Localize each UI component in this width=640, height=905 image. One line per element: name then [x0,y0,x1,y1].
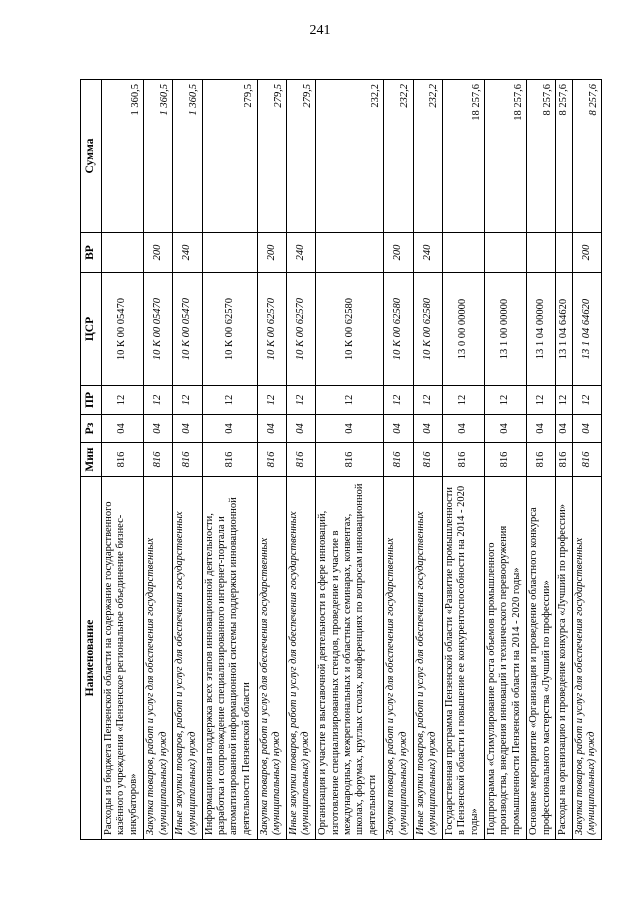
row-csr: 13 1 04 64620 [572,273,601,386]
row-vr: 200 [144,233,173,273]
row-csr: 10 К 00 62570 [202,273,257,386]
row-min: 816 [173,443,202,477]
row-name: Информационная поддержка всех этапов инновационной деятельности, разработка и сопровождение специализированного интернет-портала и автоматизированной информационной системы поддержки инновационной деятельности Пензенской области [202,477,257,840]
row-csr: 13 0 00 00000 [442,273,484,386]
row-min: 816 [572,443,601,477]
row-rz: 04 [572,415,601,443]
row-rz: 04 [485,415,527,443]
row-sum: 232,2 [316,80,384,233]
row-csr: 10 К 00 62570 [287,273,316,386]
row-pr: 12 [384,386,413,415]
row-sum: 279,5 [287,80,316,233]
table-row [287,80,316,840]
row-pr: 12 [144,386,173,415]
row-sum: 8 257,6 [556,80,572,233]
row-name: Расходы на организацию и проведение конкурса «Лучший по профессии» [556,477,572,840]
row-vr: 240 [413,233,442,273]
header-sum: Сумма [81,80,102,233]
row-name: Основное мероприятие «Организация и проведение областного конкурса профессионального мастерства «Лучший по профессии» [527,477,556,840]
row-sum: 1 360,5 [102,80,144,233]
row-vr [527,233,556,273]
row-pr: 12 [413,386,442,415]
row-min: 816 [287,443,316,477]
row-vr: 240 [287,233,316,273]
header-min: Мин [81,443,102,477]
row-csr: 10 К 00 62580 [413,273,442,386]
row-name: Расходы из бюджета Пензенской области на содержание государственного казённого учреждения «Пензенское региональное объединение бизнес-инкубаторов» [102,477,144,840]
row-min: 816 [102,443,144,477]
row-rz: 04 [527,415,556,443]
row-sum: 279,5 [257,80,286,233]
row-pr: 12 [572,386,601,415]
row-rz: 04 [413,415,442,443]
row-vr: 200 [257,233,286,273]
table-row [442,80,484,840]
row-min: 816 [202,443,257,477]
row-rz: 04 [556,415,572,443]
table-row [485,80,527,840]
row-pr: 12 [556,386,572,415]
header-pr: ПР [81,386,102,415]
row-min: 816 [556,443,572,477]
row-rz: 04 [202,415,257,443]
row-sum: 1 360,5 [144,80,173,233]
row-rz: 04 [257,415,286,443]
header-vr: ВР [81,233,102,273]
row-vr: 200 [572,233,601,273]
table-row [556,80,572,840]
row-vr: 200 [384,233,413,273]
row-name: Организация и участие в выставочной деятельности в сфере инноваций, изготовление специализированных стендов, проведение и участие в международных, межрегиональных и областных семинарах, конвентах, школах, форумах, круглых столах, конференциях по вопросам инновационной деятельности [316,477,384,840]
row-csr: 10 К 00 62580 [384,273,413,386]
row-vr [485,233,527,273]
table-row [413,80,442,840]
table-row [572,80,601,840]
row-csr: 10 К 00 62580 [316,273,384,386]
row-min: 816 [144,443,173,477]
row-pr: 12 [287,386,316,415]
header-rz: Рз [81,415,102,443]
row-min: 816 [384,443,413,477]
row-vr: 240 [173,233,202,273]
row-sum: 8 257,6 [572,80,601,233]
row-sum: 232,2 [384,80,413,233]
row-csr: 10 К 00 62570 [257,273,286,386]
row-min: 816 [257,443,286,477]
row-min: 816 [413,443,442,477]
row-csr: 13 1 04 00000 [527,273,556,386]
row-min: 816 [527,443,556,477]
row-sum: 18 257,6 [485,80,527,233]
table-row [202,80,257,840]
row-rz: 04 [102,415,144,443]
row-name: Закупка товаров, работ и услуг для обеспечения государственных (муниципальных) нужд [384,477,413,840]
table-header-row [81,80,102,840]
row-csr: 10 К 00 05470 [173,273,202,386]
header-csr: ЦСР [81,273,102,386]
row-vr [102,233,144,273]
row-sum: 18 257,6 [442,80,484,233]
row-min: 816 [316,443,384,477]
table-row [527,80,556,840]
row-csr: 10 К 00 05470 [144,273,173,386]
row-name: Закупка товаров, работ и услуг для обеспечения государственных (муниципальных) нужд [257,477,286,840]
row-pr: 12 [173,386,202,415]
row-pr: 12 [102,386,144,415]
row-min: 816 [485,443,527,477]
row-name: Подпрограмма «Стимулирование роста объемов промышленного производства, внедрения инноваций и технического перевооружения промышленности Пензенской области на 2014 - 2020 годы» [485,477,527,840]
row-sum: 279,5 [202,80,257,233]
row-name: Закупка товаров, работ и услуг для обеспечения государственных (муниципальных) нужд [572,477,601,840]
row-rz: 04 [442,415,484,443]
row-vr [202,233,257,273]
row-pr: 12 [527,386,556,415]
rotated-table-container [80,80,602,840]
row-sum: 232,2 [413,80,442,233]
row-rz: 04 [173,415,202,443]
row-min: 816 [442,443,484,477]
row-rz: 04 [384,415,413,443]
table-row [257,80,286,840]
row-vr [442,233,484,273]
row-name: Иные закупки товаров, работ и услуг для обеспечения государственных (муниципальных) нужд [173,477,202,840]
table-row [384,80,413,840]
row-sum: 8 257,6 [527,80,556,233]
row-rz: 04 [287,415,316,443]
budget-table [80,79,602,840]
row-vr [316,233,384,273]
table-row [316,80,384,840]
row-pr: 12 [485,386,527,415]
row-csr: 13 1 00 00000 [485,273,527,386]
header-name: Наименование [81,477,102,840]
row-name: Иные закупки товаров, работ и услуг для обеспечения государственных (муниципальных) нужд [287,477,316,840]
row-rz: 04 [316,415,384,443]
row-pr: 12 [257,386,286,415]
row-name: Иные закупки товаров, работ и услуг для обеспечения государственных (муниципальных) нужд [413,477,442,840]
row-name: Закупка товаров, работ и услуг для обеспечения государственных (муниципальных) нужд [144,477,173,840]
row-vr [556,233,572,273]
row-pr: 12 [442,386,484,415]
row-csr: 10 К 00 05470 [102,273,144,386]
table-row [102,80,144,840]
row-pr: 12 [202,386,257,415]
page-number: 241 [309,23,331,38]
row-sum: 1 360,5 [173,80,202,233]
table-row [144,80,173,840]
table-row [173,80,202,840]
row-rz: 04 [144,415,173,443]
row-csr: 13 1 04 64620 [556,273,572,386]
row-name: Государственная программа Пензенской области «Развитие промышленности в Пензенской области и повышение ее конкурентоспособности на 2014 - 2020 годы» [442,477,484,840]
row-pr: 12 [316,386,384,415]
